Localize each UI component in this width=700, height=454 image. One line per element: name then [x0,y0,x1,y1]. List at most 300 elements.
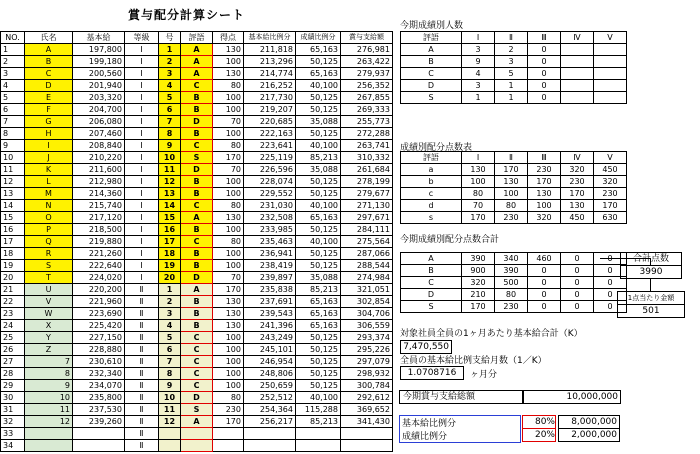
table-cell[interactable]: 1 [1,44,25,56]
table-cell[interactable] [181,428,213,440]
table-cell[interactable]: 224,020 [73,272,125,284]
table-cell[interactable]: B [181,188,213,200]
table-cell[interactable]: 10 [25,392,73,404]
table-cell[interactable] [159,440,181,452]
table-cell[interactable]: Ⅱ [125,332,159,344]
table-cell[interactable]: X [25,320,73,332]
table-cell[interactable]: 4 [1,80,25,92]
table-cell[interactable]: 65,163 [296,296,341,308]
table-cell[interactable]: 278,199 [341,176,393,188]
table-cell[interactable]: 210 [462,289,495,301]
table-cell[interactable]: 298,932 [341,368,393,380]
table-cell[interactable]: Ⅰ [125,164,159,176]
column-header[interactable]: Ⅰ [462,152,495,164]
table-cell[interactable]: A [25,44,73,56]
table-cell[interactable]: Z [25,344,73,356]
table-cell[interactable]: 34 [1,440,25,452]
table-cell[interactable]: 100 [213,128,244,140]
table-cell[interactable]: D [181,116,213,128]
table-cell[interactable]: 232,340 [73,368,125,380]
table-cell[interactable]: U [25,284,73,296]
table-cell[interactable]: 237,691 [244,296,296,308]
table-cell[interactable]: 210,220 [73,152,125,164]
table-cell[interactable]: 18 [1,248,25,260]
table-cell[interactable]: 261,684 [341,164,393,176]
table-cell[interactable]: Ⅰ [125,176,159,188]
table-cell[interactable]: 100 [213,248,244,260]
table-cell[interactable]: 130 [213,212,244,224]
table-cell[interactable]: 50,125 [296,128,341,140]
table-cell[interactable]: 304,706 [341,308,393,320]
table-cell[interactable]: E [25,92,73,104]
table-cell[interactable]: 33 [1,428,25,440]
table-cell[interactable]: 234,070 [73,380,125,392]
table-cell[interactable]: 3 [159,68,181,80]
table-cell[interactable]: 3 [159,308,181,320]
column-header[interactable]: Ⅰ [462,32,495,44]
table-cell[interactable]: 302,854 [341,296,393,308]
table-cell[interactable]: 214,360 [73,188,125,200]
table-cell[interactable]: 229,552 [244,188,296,200]
table-cell[interactable]: 235,800 [73,392,125,404]
table-cell[interactable] [159,428,181,440]
bonus-total-value[interactable]: 10,000,000 [522,390,621,404]
table-cell[interactable]: Ⅰ [125,152,159,164]
table-cell[interactable] [561,92,594,104]
table-cell[interactable]: Ⅰ [125,188,159,200]
table-cell[interactable] [594,92,627,104]
table-cell[interactable]: 3 [1,68,25,80]
table-cell[interactable]: 22 [1,296,25,308]
table-cell[interactable]: b [401,176,462,188]
table-cell[interactable]: 228,880 [73,344,125,356]
table-cell[interactable]: 219,880 [73,236,125,248]
table-cell[interactable]: Ⅱ [125,440,159,452]
table-cell[interactable]: 230 [528,164,561,176]
table-cell[interactable]: 12 [25,416,73,428]
table-cell[interactable]: 35,088 [296,272,341,284]
table-cell[interactable]: 19 [1,260,25,272]
table-cell[interactable]: 10 [159,392,181,404]
table-cell[interactable] [213,440,244,452]
table-cell[interactable]: 11 [159,164,181,176]
table-cell[interactable]: 274,984 [341,272,393,284]
table-cell[interactable]: 130 [462,164,495,176]
table-cell[interactable]: 0 [528,92,561,104]
table-cell[interactable]: 0 [528,301,561,313]
table-cell[interactable]: 250,659 [244,380,296,392]
table-cell[interactable]: 5 [495,68,528,80]
table-cell[interactable]: B [181,128,213,140]
table-cell[interactable]: 6 [159,344,181,356]
table-cell[interactable]: 297,079 [341,356,393,368]
table-cell[interactable]: 300,784 [341,380,393,392]
table-cell[interactable]: 8 [159,128,181,140]
table-cell[interactable]: S [181,404,213,416]
column-header[interactable]: Ⅳ [561,152,594,164]
table-cell[interactable]: 214,774 [244,68,296,80]
table-cell[interactable]: 85,213 [296,152,341,164]
table-cell[interactable]: Ⅱ [125,428,159,440]
table-cell[interactable]: 130 [213,308,244,320]
table-cell[interactable]: S [401,92,462,104]
table-cell[interactable]: 310,332 [341,152,393,164]
table-cell[interactable]: 0 [561,289,594,301]
table-cell[interactable]: 16 [159,224,181,236]
table-cell[interactable]: Ⅱ [125,368,159,380]
table-cell[interactable]: 245,101 [244,344,296,356]
table-cell[interactable]: 80 [495,200,528,212]
table-cell[interactable]: Ⅰ [125,200,159,212]
table-cell[interactable]: 230,610 [73,356,125,368]
table-cell[interactable]: 231,030 [244,200,296,212]
table-cell[interactable]: 2 [1,56,25,68]
table-cell[interactable]: A [181,416,213,428]
table-cell[interactable] [594,80,627,92]
table-cell[interactable]: Ⅰ [125,248,159,260]
table-cell[interactable]: 65,163 [296,308,341,320]
table-cell[interactable]: 199,180 [73,56,125,68]
table-cell[interactable]: B [181,92,213,104]
table-cell[interactable]: 201,940 [73,80,125,92]
table-cell[interactable]: 293,374 [341,332,393,344]
table-cell[interactable]: 0 [561,253,594,265]
table-cell[interactable] [73,428,125,440]
table-cell[interactable]: 15 [1,212,25,224]
table-cell[interactable]: Ⅰ [125,128,159,140]
table-cell[interactable]: 450 [561,212,594,224]
table-cell[interactable]: 3 [462,44,495,56]
table-cell[interactable]: 0 [594,265,627,277]
table-cell[interactable] [561,56,594,68]
table-cell[interactable]: D [401,289,462,301]
table-cell[interactable]: B [181,176,213,188]
table-cell[interactable]: 50,125 [296,344,341,356]
unit-amount-value[interactable]: 501 [617,304,685,318]
column-header[interactable]: 評語 [401,32,462,44]
table-cell[interactable]: a [401,164,462,176]
table-cell[interactable]: 500 [495,277,528,289]
table-cell[interactable]: Q [25,236,73,248]
table-cell[interactable]: 11 [1,164,25,176]
table-cell[interactable]: 170 [495,164,528,176]
table-cell[interactable]: G [25,116,73,128]
table-cell[interactable]: 50,125 [296,104,341,116]
table-cell[interactable]: 2 [495,44,528,56]
table-cell[interactable] [213,428,244,440]
table-cell[interactable]: S [181,152,213,164]
table-cell[interactable]: 3 [495,56,528,68]
table-cell[interactable] [244,440,296,452]
table-cell[interactable]: 222,640 [73,260,125,272]
table-cell[interactable] [341,428,393,440]
table-cell[interactable]: 204,700 [73,104,125,116]
table-cell[interactable]: 130 [213,296,244,308]
split-pct-base[interactable]: 80% [522,415,556,429]
table-cell[interactable]: 246,954 [244,356,296,368]
table-cell[interactable]: 40,100 [296,140,341,152]
table-cell[interactable]: Ⅰ [125,44,159,56]
table-cell[interactable]: B [181,104,213,116]
table-cell[interactable]: d [401,200,462,212]
table-cell[interactable] [594,56,627,68]
table-cell[interactable]: C [401,68,462,80]
table-cell[interactable]: 100 [213,92,244,104]
table-cell[interactable]: 0 [528,56,561,68]
table-cell[interactable]: O [25,212,73,224]
table-cell[interactable]: 460 [528,253,561,265]
table-cell[interactable]: 12 [1,176,25,188]
table-cell[interactable]: 24 [1,320,25,332]
table-cell[interactable]: 241,396 [244,320,296,332]
table-cell[interactable]: 215,740 [73,200,125,212]
table-cell[interactable]: 100 [213,224,244,236]
table-cell[interactable]: A [401,44,462,56]
table-cell[interactable]: C [181,356,213,368]
table-cell[interactable]: 12 [159,416,181,428]
table-cell[interactable]: 170 [213,152,244,164]
table-cell[interactable] [25,440,73,452]
table-cell[interactable]: 0 [561,277,594,289]
table-cell[interactable]: A [181,56,213,68]
table-cell[interactable]: 1 [495,80,528,92]
column-header[interactable]: 氏名 [25,32,73,44]
table-cell[interactable]: 320 [594,176,627,188]
table-cell[interactable]: Ⅱ [125,284,159,296]
table-cell[interactable]: 900 [462,265,495,277]
table-cell[interactable]: Ⅰ [125,92,159,104]
table-cell[interactable]: 40,100 [296,200,341,212]
column-header[interactable]: 成績比例分 [296,32,341,44]
table-cell[interactable]: C [181,200,213,212]
table-cell[interactable]: 230 [594,188,627,200]
table-cell[interactable]: 292,612 [341,392,393,404]
table-cell[interactable]: 4 [159,80,181,92]
column-header[interactable]: Ⅳ [561,32,594,44]
table-cell[interactable]: 252,512 [244,392,296,404]
table-cell[interactable]: Ⅱ [125,296,159,308]
table-cell[interactable]: 225,119 [244,152,296,164]
table-cell[interactable]: 10 [159,152,181,164]
table-cell[interactable]: 5 [1,92,25,104]
table-cell[interactable]: F [25,104,73,116]
table-cell[interactable]: 30 [1,392,25,404]
table-cell[interactable]: 40,100 [296,392,341,404]
table-cell[interactable]: V [25,296,73,308]
table-cell[interactable]: Ⅰ [125,56,159,68]
table-cell[interactable]: 70 [213,164,244,176]
table-cell[interactable]: 65,163 [296,320,341,332]
table-cell[interactable]: Ⅰ [125,80,159,92]
table-cell[interactable]: Y [25,332,73,344]
table-cell[interactable]: 320 [561,164,594,176]
table-cell[interactable]: 340 [495,253,528,265]
table-cell[interactable]: 295,226 [341,344,393,356]
table-cell[interactable]: 1 [462,92,495,104]
table-cell[interactable]: Ⅱ [125,308,159,320]
table-cell[interactable]: 254,364 [244,404,296,416]
table-cell[interactable]: 32 [1,416,25,428]
table-cell[interactable]: 50,125 [296,176,341,188]
table-cell[interactable]: 221,960 [73,296,125,308]
table-cell[interactable]: 11 [25,404,73,416]
table-cell[interactable] [25,428,73,440]
table-cell[interactable]: 80 [213,80,244,92]
table-cell[interactable]: C [181,344,213,356]
table-cell[interactable]: 237,530 [73,404,125,416]
column-header[interactable]: 号 [159,32,181,44]
table-cell[interactable]: 7 [159,116,181,128]
table-cell[interactable]: 100 [462,176,495,188]
table-cell[interactable]: 35,088 [296,116,341,128]
table-cell[interactable]: C [181,140,213,152]
table-cell[interactable]: 217,120 [73,212,125,224]
table-cell[interactable]: N [25,200,73,212]
table-cell[interactable]: 21 [1,284,25,296]
table-cell[interactable]: 9 [1,140,25,152]
table-cell[interactable]: 80 [213,140,244,152]
table-cell[interactable]: 0 [528,68,561,80]
table-cell[interactable]: 279,937 [341,68,393,80]
table-cell[interactable]: 4 [159,320,181,332]
table-cell[interactable] [594,44,627,56]
table-cell[interactable]: 320 [462,277,495,289]
table-cell[interactable]: 80 [213,200,244,212]
table-cell[interactable]: J [25,152,73,164]
table-cell[interactable]: 31 [1,404,25,416]
table-cell[interactable]: 233,985 [244,224,296,236]
table-cell[interactable]: B [181,224,213,236]
column-header[interactable]: 評語 [401,152,462,164]
column-header[interactable]: Ⅱ [495,32,528,44]
table-cell[interactable]: 0 [528,80,561,92]
table-cell[interactable]: 1 [159,284,181,296]
table-cell[interactable]: 248,806 [244,368,296,380]
table-cell[interactable]: 100 [213,260,244,272]
table-cell[interactable]: 230 [495,212,528,224]
table-cell[interactable]: 271,130 [341,200,393,212]
table-cell[interactable]: 9 [159,140,181,152]
table-cell[interactable] [181,440,213,452]
table-cell[interactable]: 341,430 [341,416,393,428]
table-cell[interactable]: 20 [159,272,181,284]
table-cell[interactable]: 630 [594,212,627,224]
table-cell[interactable]: Ⅱ [125,416,159,428]
table-cell[interactable]: 8 [25,368,73,380]
table-cell[interactable]: Ⅱ [125,392,159,404]
table-cell[interactable]: 12 [159,176,181,188]
table-cell[interactable]: D [401,80,462,92]
table-cell[interactable]: 130 [213,320,244,332]
table-cell[interactable]: Ⅱ [125,344,159,356]
table-cell[interactable]: 5 [159,92,181,104]
table-cell[interactable] [561,80,594,92]
table-cell[interactable]: A [401,253,462,265]
table-cell[interactable]: 227,150 [73,332,125,344]
table-cell[interactable]: 50,125 [296,92,341,104]
table-cell[interactable]: A [181,212,213,224]
table-cell[interactable]: 287,066 [341,248,393,260]
column-header[interactable]: Ⅴ [594,32,627,44]
table-cell[interactable]: 7 [25,356,73,368]
table-cell[interactable]: 267,855 [341,92,393,104]
table-cell[interactable]: 284,111 [341,224,393,236]
table-cell[interactable]: I [25,140,73,152]
table-cell[interactable]: 80 [213,392,244,404]
table-cell[interactable]: 50,125 [296,356,341,368]
months-value[interactable]: 1.0708716 [400,366,464,380]
table-cell[interactable]: 40,100 [296,80,341,92]
table-cell[interactable]: L [25,176,73,188]
table-cell[interactable]: 7 [1,116,25,128]
column-header[interactable]: 等級 [125,32,159,44]
table-cell[interactable]: 130 [561,200,594,212]
table-cell[interactable]: 9 [25,380,73,392]
split-amount-perf[interactable]: 2,000,000 [558,428,620,442]
table-cell[interactable]: 50,125 [296,224,341,236]
table-cell[interactable] [561,44,594,56]
table-cell[interactable]: 8 [159,368,181,380]
table-cell[interactable]: 27 [1,356,25,368]
table-cell[interactable]: 0 [594,277,627,289]
table-cell[interactable]: 0 [528,265,561,277]
table-cell[interactable]: 216,252 [244,80,296,92]
table-cell[interactable]: 0 [594,301,627,313]
table-cell[interactable]: 269,333 [341,104,393,116]
table-cell[interactable]: 17 [1,236,25,248]
table-cell[interactable]: 220,685 [244,116,296,128]
table-cell[interactable]: 3 [462,80,495,92]
table-cell[interactable]: 200,560 [73,68,125,80]
table-cell[interactable]: Ⅰ [125,224,159,236]
table-cell[interactable] [594,68,627,80]
total-points-value[interactable]: 3990 [620,265,682,279]
table-cell[interactable]: C [181,80,213,92]
table-cell[interactable]: D [181,272,213,284]
table-cell[interactable]: 11 [159,404,181,416]
table-cell[interactable]: 100 [213,104,244,116]
table-cell[interactable]: C [25,68,73,80]
table-cell[interactable]: 239,897 [244,272,296,284]
table-cell[interactable]: Ⅰ [125,140,159,152]
table-cell[interactable]: Ⅰ [125,236,159,248]
table-cell[interactable]: 0 [561,301,594,313]
table-cell[interactable]: 297,671 [341,212,393,224]
table-cell[interactable]: B [401,56,462,68]
table-cell[interactable]: B [181,308,213,320]
table-cell[interactable]: 230 [213,404,244,416]
table-cell[interactable]: 14 [1,200,25,212]
table-cell[interactable]: 50,125 [296,248,341,260]
table-cell[interactable]: 321,051 [341,284,393,296]
table-cell[interactable]: Ⅱ [125,404,159,416]
table-cell[interactable]: 243,249 [244,332,296,344]
table-cell[interactable]: 50,125 [296,260,341,272]
column-header[interactable]: Ⅱ [495,152,528,164]
column-header[interactable]: 基本給比例分 [244,32,296,44]
table-cell[interactable]: 256,352 [341,80,393,92]
table-cell[interactable]: 203,320 [73,92,125,104]
table-cell[interactable]: 0 [561,265,594,277]
table-cell[interactable]: 211,818 [244,44,296,56]
table-cell[interactable]: 0 [594,289,627,301]
table-cell[interactable]: 6 [1,104,25,116]
table-cell[interactable]: 219,207 [244,104,296,116]
table-cell[interactable]: K [25,164,73,176]
table-cell[interactable]: 235,838 [244,284,296,296]
table-cell[interactable]: c [401,188,462,200]
table-cell[interactable]: 255,773 [341,116,393,128]
